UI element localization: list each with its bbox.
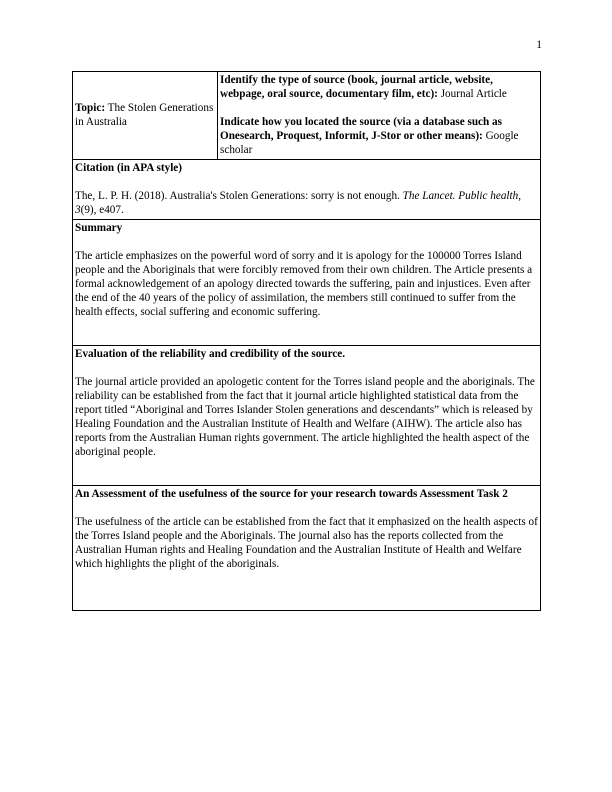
source-type-question: Identify the type of source (book, journal article, website, webpage, oral source, documentary film, etc): [220,74,493,100]
summary-row [73,220,541,346]
source-details-cell [218,72,541,160]
citation-heading: Citation (in APA style) [75,162,183,174]
summary-text: The article emphasizes on the powerful word of sorry and it is apology for the 100000 Torres Island people and the Aboriginals that were forcibly removed from their own children. The Article presents a formal acknowledgement of an apology directed towards the suffering, pain and injustices. Even after the end of the 40 years of the policy of assimilation, the members still continued to suffer from the health effects, social suffering and economic suffering. [75,250,533,318]
summary-heading: Summary [75,222,123,234]
source-type [220,73,538,101]
citation-journal: The Lancet. Public health [402,190,519,202]
topic-cell [73,72,218,160]
source-assessment-table [72,71,541,611]
citation-cell [73,160,541,220]
summary-cell [73,220,541,346]
citation-issue-pages: (9), e407. [80,204,124,216]
assessment-cell [73,486,541,611]
assessment-text: The usefulness of the article can be established from the fact that it emphasized on the health aspects of the Torres Island people and the Aboriginals. The journal also has the reports collected from the Australian Human rights and Healing Foundation and the Australian Institute of Health and Welfare which highlights the plight of the aboriginals. [75,516,538,570]
evaluation-text: The journal article provided an apologetic content for the Torres island people and the aboriginals. The reliability can be established from the fact that it journal article highlighted statistical data from the report titled “Aboriginal and Torres Islander Stolen generations and descendants” which is released by Healing Foundation and the Australian Institute of Health and Welfare (AIHW). The article also has reports from the Australian Human rights government. The article highlighted the health aspect of the aboriginal people. [75,376,535,458]
assessment-row [73,486,541,611]
citation-text [75,189,538,217]
citation-volume: 3 [75,204,81,216]
evaluation-row [73,346,541,486]
evaluation-cell [73,346,541,486]
source-location [220,115,538,157]
evaluation-heading: Evaluation of the reliability and credibility of the source. [75,348,346,360]
source-location-answer: Google scholar [220,130,519,156]
citation-authors-title: The, L. P. H. (2018). Australia's Stolen Generations: sorry is not enough. [75,190,400,202]
source-type-answer: Journal Article [440,88,507,100]
topic-value: The Stolen Generations in Australia [75,102,214,128]
source-info-row [73,72,541,160]
assessment-heading: An Assessment of the usefulness of the source for your research towards Assessment Task 2 [75,488,508,500]
page-number: 1 [536,39,542,51]
source-location-question: Indicate how you located the source (via a database such as Onesearch, Proquest, Informit, J-Stor or other means): [220,116,502,142]
topic-label: Topic: [75,102,106,114]
citation-row [73,160,541,220]
citation-separator: , [518,190,522,202]
